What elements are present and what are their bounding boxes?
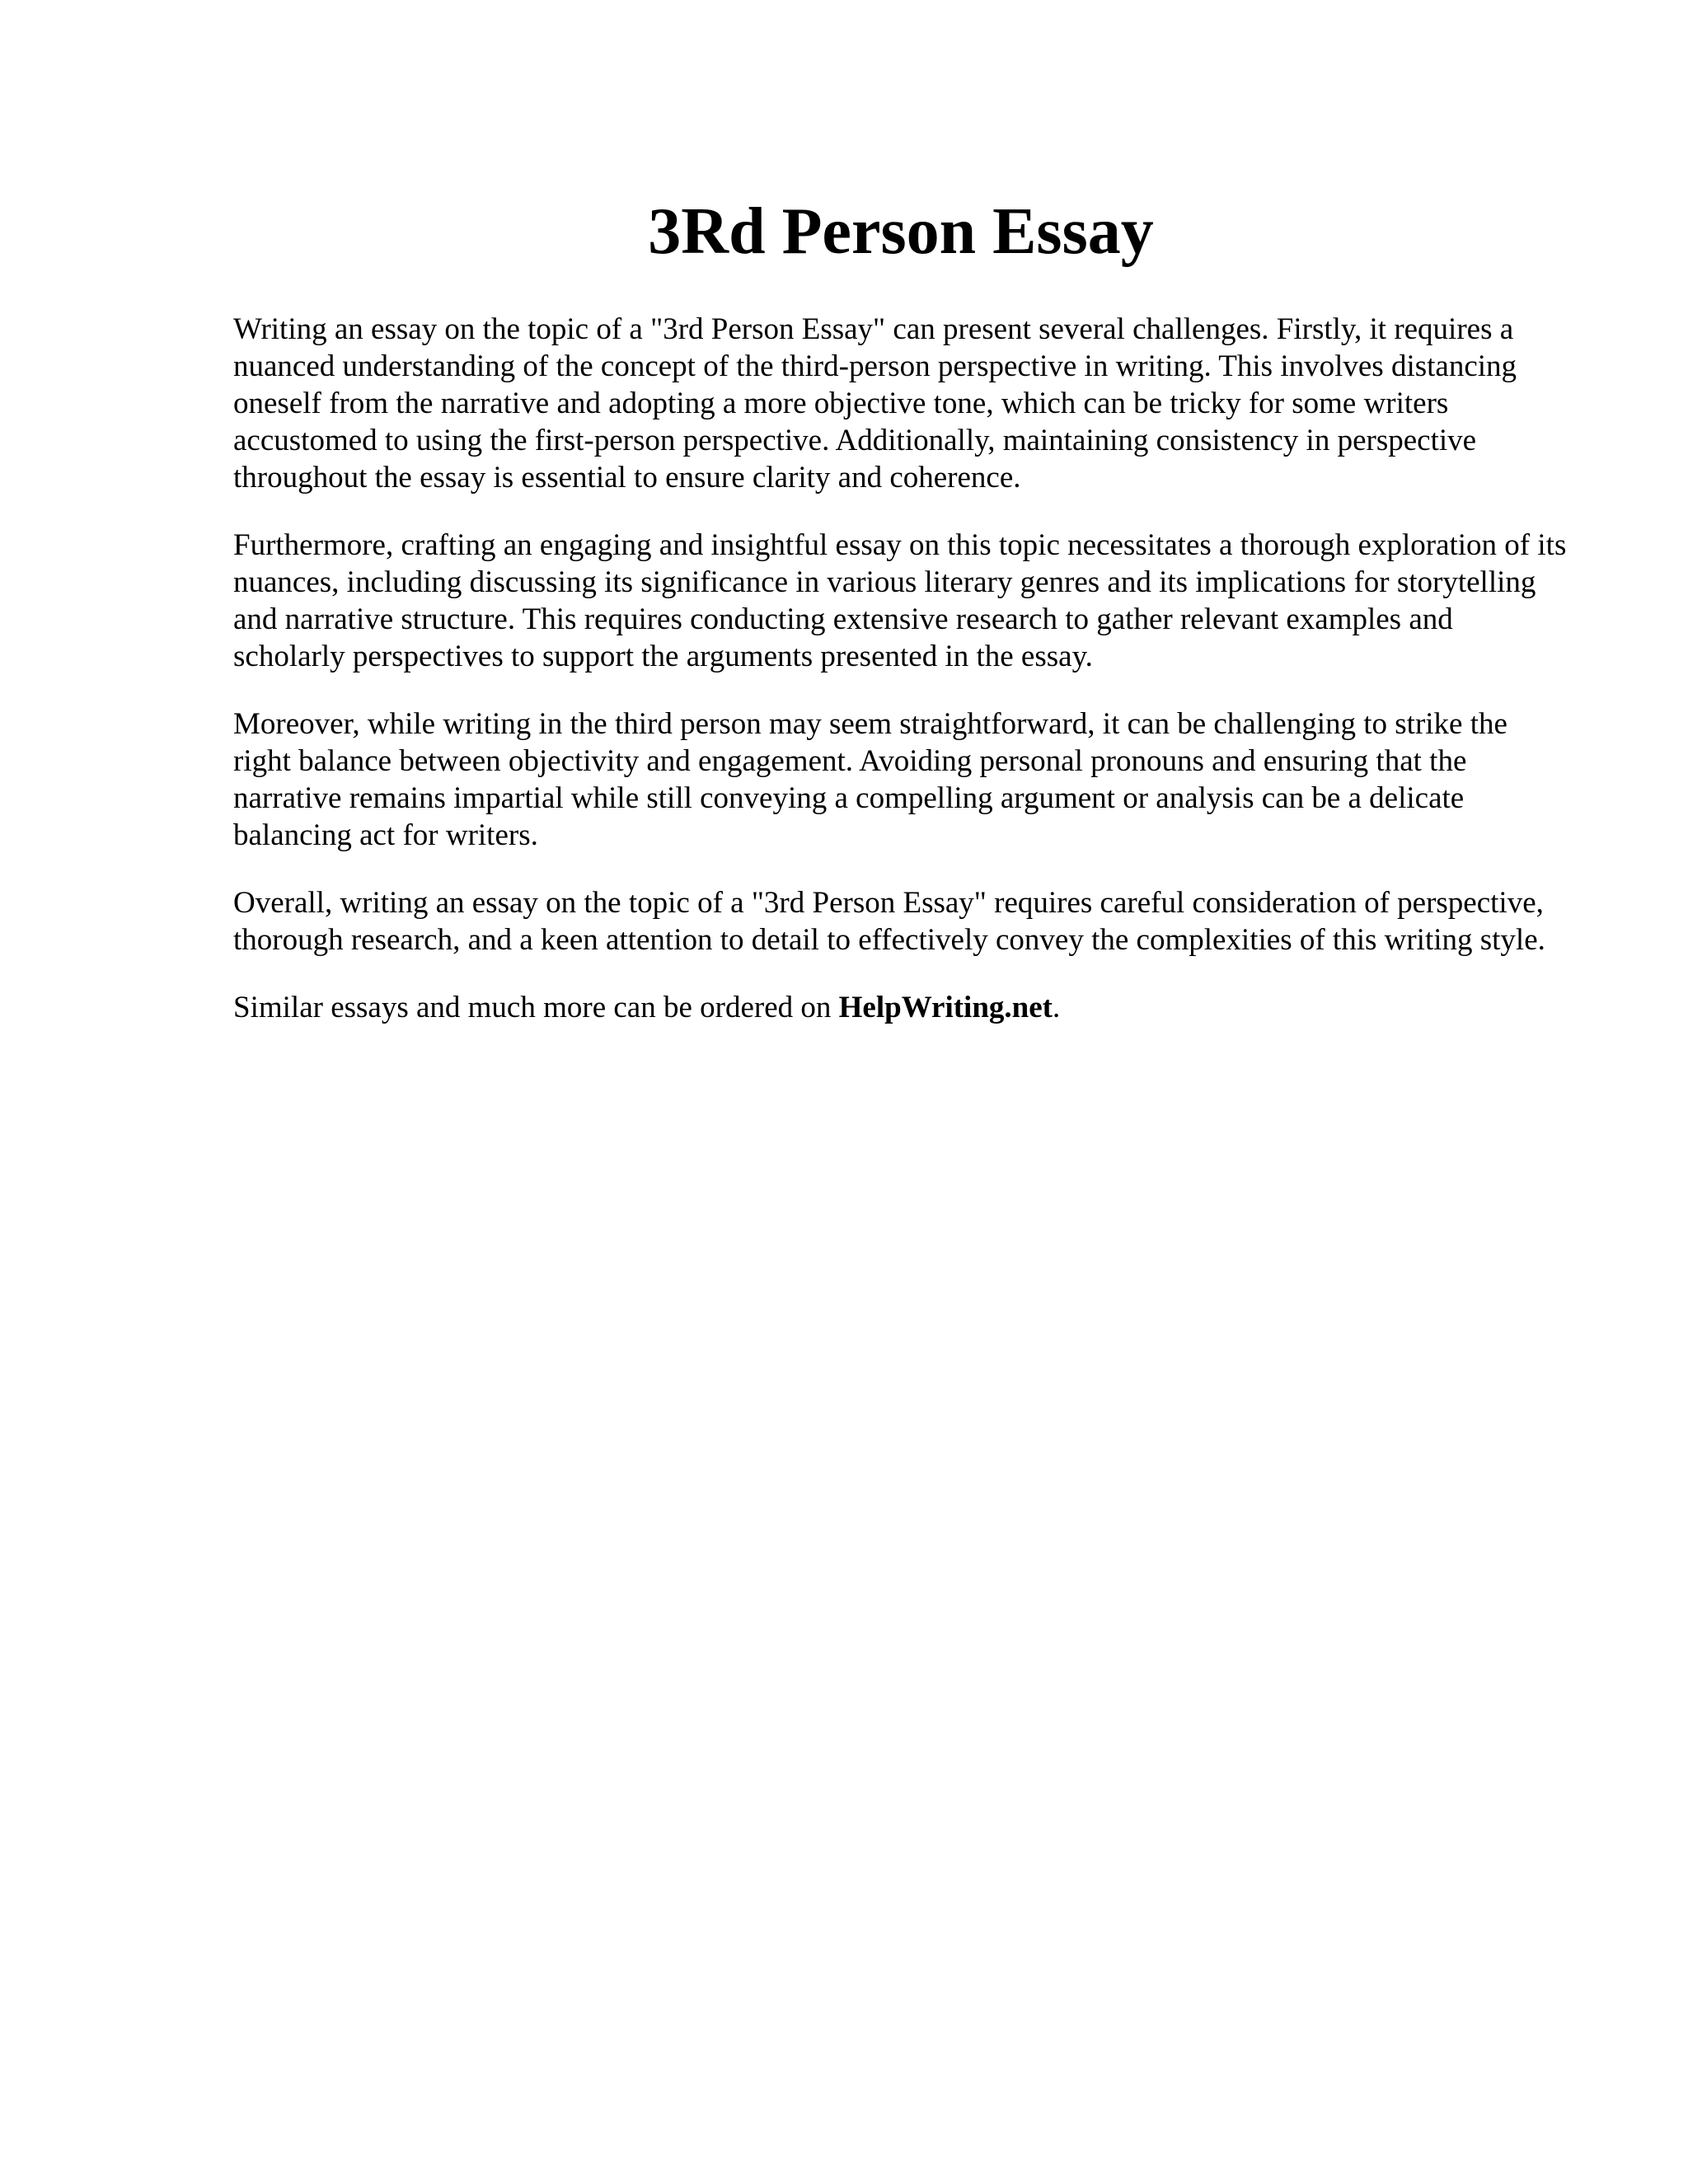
essay-body [233, 311, 1568, 1026]
paragraph-2: Furthermore, crafting an engaging and insightful essay on this topic necessitates a thorough exploration of its nuances, including discussing its significance in various literary genres and its implications for storytelling and narrative structure. This requires conducting extensive research to gather relevant examples and scholarly perspectives to support the arguments presented in the essay. [233, 528, 1567, 673]
closing-suffix: . [1052, 991, 1061, 1024]
page-title: 3Rd Person Essay [648, 195, 1154, 268]
document-page [233, 194, 1568, 1057]
paragraph-1: Writing an essay on the topic of a "3rd Person Essay" can present several challenges. Firstly, it requires a nuanced understanding of the concept of the third-person perspective in writing. This involves distancing oneself from the narrative and adopting a more objective tone, which can be tricky for some writers accustomed to using the first-person perspective. Additionally, maintaining consistency in perspective throughout the essay is essential to ensure clarity and coherence. [233, 312, 1517, 494]
paragraph-3: Moreover, while writing in the third person may seem straightforward, it can be challenging to strike the right balance between objectivity and engagement. Avoiding personal pronouns and ensuring that the narrative remains impartial while still conveying a compelling argument or analysis can be a delicate balancing act for writers. [233, 707, 1507, 852]
closing-line [233, 989, 1568, 1026]
paragraph-4: Overall, writing an essay on the topic of a "3rd Person Essay" requires careful consideration of perspective, thorough research, and a keen attention to detail to effectively convey the complexities of this writing style. [233, 886, 1545, 957]
closing-prefix: Similar essays and much more can be ordered on [233, 991, 839, 1024]
brand-name: HelpWriting.net [838, 991, 1053, 1024]
